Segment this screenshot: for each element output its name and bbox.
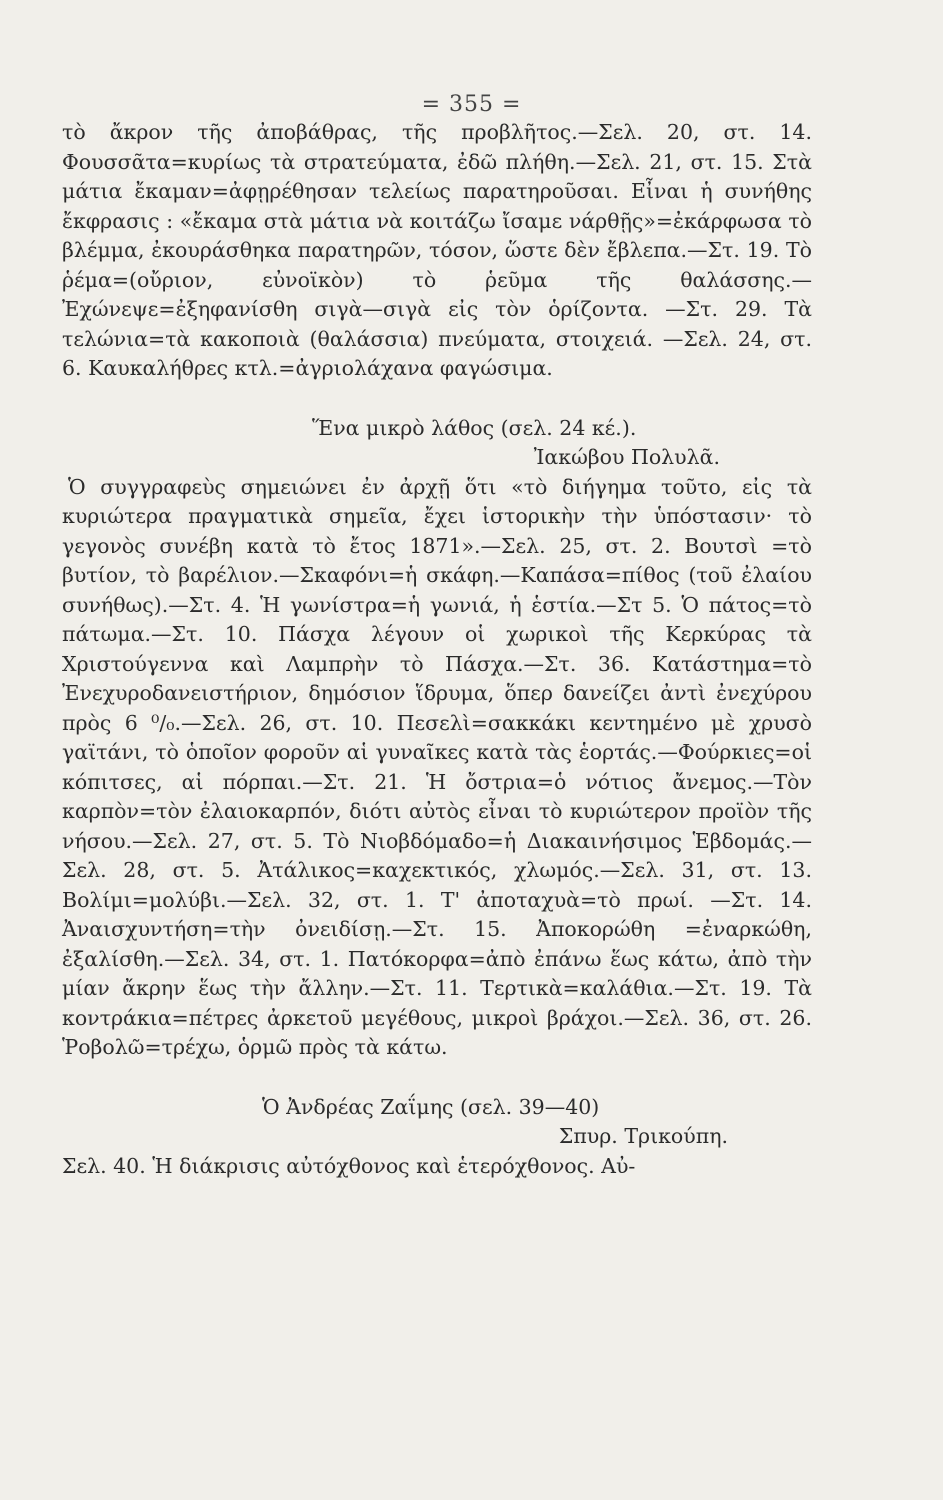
section-title-2: Ὁ Ἀνδρέας Ζαΐμης (σελ. 39—40) — [262, 1094, 600, 1119]
section-author-2: Σπυρ. Τρικούπη. — [558, 1124, 728, 1148]
page-text — [62, 118, 812, 1181]
paragraph-glossary-2: Ὁ συγγραφεὺς σημειώνει ἐν ἀρχῇ ὅτι «τὸ διήγημα τοῦτο, εἰς τὰ κυριώτερα πραγματικὰ σημεῖα, ἔχει ἱστορικὴν τὴν ὑπόστασιν· τὸ γεγονὸς συνέβη κατὰ τὸ ἔτος 1871».—Σελ. 25, στ. 2. Βουτσὶ =τὸ βυτίον, τὸ βαρέλιον.—Σκαφόνι=ἡ σκάφη.—Καπάσα=πίθος (τοῦ ἐλαίου συνήθως).—Στ. 4. Ἡ γωνίστρα=ἡ γωνιά, ἡ ἑστία.—Στ 5. Ὁ πάτος=τὸ πάτωμα.—Στ. 10. Πάσχα λέγουν οἱ χωρικοὶ τῆς Κερκύρας τὰ Χριστούγεννα καὶ Λαμπρὴν τὸ Πάσχα.—Στ. 36. Κατάστημα=τὸ Ἐνεχυροδανειστήριον, δημόσιον ἵδρυμα, ὅπερ δανείζει ἀντὶ ἐνεχύρου πρὸς 6 ⁰/₀.—Σελ. 26, στ. 10. Πεσελὶ=σακκάκι κεντημένο μὲ χρυσὸ γαϊτάνι, τὸ ὁποῖον φοροῦν αἱ γυναῖκες κατὰ τὰς ἑορτάς.—Φούρκιες=οἱ κόπιτσες, αἱ πόρπαι.—Στ. 21. Ἡ ὄστρια=ὁ νότιος ἄνεμος.—Τὸν καρπὸν=τὸν ἐλαιοκαρπόν, διότι αὐτὸς εἶναι τὸ κυριώτερον προϊὸν τῆς νήσου.—Σελ. 27, στ. 5. Τὸ Νιοβδόμαδο=ἡ Διακαινήσιμος Ἑβδομάς.—Σελ. 28, στ. 5. Ἀτάλικος=καχεκτικός, χλωμός.—Σελ. 31, στ. 13. Βολίμι=μολύβι.—Σελ. 32, στ. 1. Τ' ἀποταχυὰ=τὸ πρωί. —Στ. 14. Ἀναισχυντήση=τὴν ὀνειδίσῃ.—Στ. 15. Ἀποκορώθη =ἐναρκώθη, ἐξαλίσθη.—Σελ. 34, στ. 1. Πατόκορφα=ἀπὸ ἐπάνω ἕως κάτω, ἀπὸ τὴν μίαν ἄκρην ἕως τὴν ἄλλην.—Στ. 11. Τερτικὰ=καλάθια.—Στ. 19. Τὰ κοντράκια=πέτρες ἀρκετοῦ μεγέθους, μικροὶ βράχοι.—Σελ. 36, στ. 26. Ῥοβολῶ=τρέχω, ὁρμῶ πρὸς τὰ κάτω. — [62, 474, 812, 1059]
section-title-1: Ἕνα μικρὸ λάθος (σελ. 24 κέ.). — [312, 415, 637, 440]
paragraph-glossary-1: τὸ ἄκρον τῆς ἀποβάθρας, τῆς προβλῆτος.—Σελ. 20, στ. 14. Φουσσᾶτα=κυρίως τὰ στρατεύματα, ἐδῶ πλήθη.—Σελ. 21, στ. 15. Στὰ μάτια ἔκαμαν=ἀφῃρέθησαν τελείως παρατηροῦσαι. Εἶναι ἡ συνήθης ἔκφρασις : «ἔκαμα στὰ μάτια νὰ κοιτάζω ἴσαμε νάρθῇς»=ἐκάρφωσα τὸ βλέμμα, ἐκουράσθηκα παρατηρῶν, τόσον, ὥστε δὲν ἔβλεπα.—Στ. 19. Τὸ ῥέμα=(οὔριον, εὐνοϊκὸν) τὸ ῥεῦμα τῆς θαλάσσης.—Ἐχώνεψε=ἐξηφανίσθη σιγὰ—σιγὰ εἰς τὸν ὁρίζοντα. —Στ. 29. Τὰ τελώνια=τὰ κακοποιὰ (θαλάσσια) πνεύματα, στοιχειά. —Σελ. 24, στ. 6. Καυκαλήθρες κτλ.=ἀγριολάχανα φαγώσιμα. — [62, 120, 812, 380]
paragraph-glossary-3: Σελ. 40. Ἡ διάκρισις αὐτόχθονος καὶ ἑτερόχθονος. Αὐ- — [62, 1153, 636, 1178]
page-number: = 355 = — [421, 92, 522, 117]
section-author-1: Ἰακώβου Πολυλᾶ. — [533, 445, 720, 469]
